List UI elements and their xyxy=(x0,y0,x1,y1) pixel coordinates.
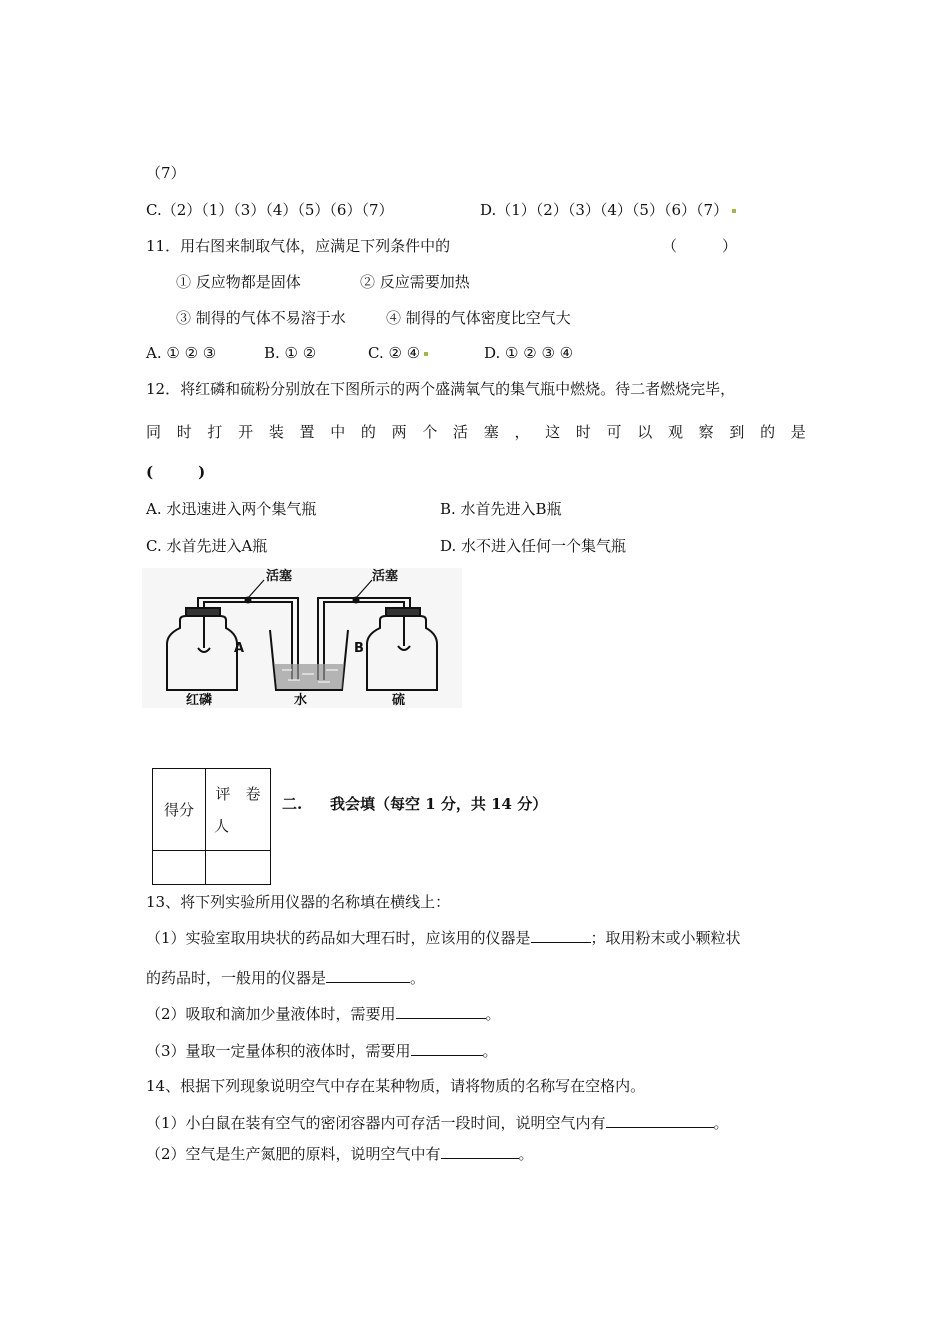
score-table xyxy=(152,768,271,885)
q12-stem-char: 中 xyxy=(330,423,346,441)
q12-stem-char: 的 xyxy=(760,423,776,441)
q12-stem-char: 打 xyxy=(207,423,223,441)
q12-option-c: C. 水首先进入A瓶 xyxy=(146,537,268,555)
q11-option-c: C. ② ④ xyxy=(368,343,428,363)
q12-stem-char: 两 xyxy=(391,423,407,441)
q12-stem-char: 到 xyxy=(729,423,745,441)
label-b: B xyxy=(354,641,364,656)
q10-option-c: C.（2）（1）（3）（4）（5）（6）（7） xyxy=(146,201,394,219)
label-sulfur: 硫 xyxy=(392,693,406,708)
q11-answer-paren: （ ） xyxy=(662,237,738,255)
q12-stem-char: 时 xyxy=(575,423,591,441)
mark-dot xyxy=(424,352,428,356)
q11-stem: 11．用右图来制取气体，应满足下列条件中的 xyxy=(146,237,451,255)
q13-stem: 13、将下列实验所用仪器的名称填在横线上： xyxy=(146,893,451,911)
q11-option-b: B. ① ② xyxy=(264,344,317,362)
q14-part1: （1）小白鼠在装有空气的密闭容器内可存活一段时间，说明空气内有 。 xyxy=(146,1114,729,1132)
q12-stem-char: 是 xyxy=(790,423,806,441)
label-stopcock-left: 活塞 xyxy=(266,569,293,584)
q11-condition-1: ① 反应物都是固体 xyxy=(176,273,301,291)
q12-stem-char: 时 xyxy=(176,423,192,441)
q12-stem-char: 察 xyxy=(698,423,714,441)
mark-dot xyxy=(732,209,736,213)
section-number: 二. xyxy=(282,795,303,813)
q12-answer-paren: ( ) xyxy=(146,463,206,481)
answer-blank[interactable] xyxy=(326,968,410,983)
answer-blank[interactable] xyxy=(441,1144,519,1159)
q13-part1-line1: （1）实验室取用块状的药品如大理石时，应该用的仪器是 ；取用粉末或小颗粒状 xyxy=(146,929,741,947)
q13-part2: （2）吸取和滴加少量液体时，需要用 。 xyxy=(146,1005,501,1023)
q12-stem-char: 个 xyxy=(422,423,438,441)
q14-part2: （2）空气是生产氮肥的原料，说明空气中有 。 xyxy=(146,1145,534,1163)
grader-header: 评 卷 人 xyxy=(206,769,271,851)
q12-stem-line2 xyxy=(146,422,806,442)
label-stopcock-right: 活塞 xyxy=(372,569,399,584)
label-a: A xyxy=(234,641,245,656)
q12-stem-char: 装 xyxy=(268,423,284,441)
q12-stem-char: 观 xyxy=(667,423,683,441)
q12-stem-char: 同 xyxy=(146,423,162,441)
bottle-a-stopper xyxy=(186,608,220,616)
q12-stem-char: 塞 xyxy=(483,423,499,441)
label-water: 水 xyxy=(294,693,308,708)
q10-option-d: D.（1）（2）（3）（4）（5）（6）（7） xyxy=(480,200,736,220)
q11-condition-3: ③ 制得的气体不易溶于水 xyxy=(176,309,346,327)
q12-stem-char: 可 xyxy=(606,423,622,441)
q12-stem-char: 这 xyxy=(545,423,561,441)
bottle-b-stopper xyxy=(386,608,420,616)
section-title: 我会填（每空 1 分，共 14 分） xyxy=(330,795,548,813)
label-red-phosphorus: 红磷 xyxy=(186,693,213,708)
answer-blank[interactable] xyxy=(531,928,591,943)
q10-continuation: （7） xyxy=(146,164,186,182)
q13-part3: （3）量取一定量体积的液体时，需要用 。 xyxy=(146,1042,498,1060)
answer-blank[interactable] xyxy=(411,1041,483,1056)
q12-stem-line1: 12．将红磷和硫粉分别放在下图所示的两个盛满氧气的集气瓶中燃烧。待二者燃烧完毕， xyxy=(146,380,736,398)
q12-stem-char: 的 xyxy=(360,423,376,441)
q12-option-b: B. 水首先进入B瓶 xyxy=(440,500,562,518)
score-header: 得分 xyxy=(153,769,206,851)
q12-option-d: D. 水不进入任何一个集气瓶 xyxy=(440,537,627,555)
apparatus-figure xyxy=(142,568,462,708)
q11-condition-4: ④ 制得的气体密度比空气大 xyxy=(386,309,571,327)
q11-condition-2: ② 反应需要加热 xyxy=(360,273,470,291)
q12-stem-char: 活 xyxy=(453,423,469,441)
q11-option-a: A. ① ② ③ xyxy=(146,344,217,362)
q12-stem-char: 置 xyxy=(299,423,315,441)
q12-stem-char: ， xyxy=(514,423,530,441)
q11-option-d: D. ① ② ③ ④ xyxy=(484,344,574,362)
q13-part1-line2: 的药品时，一般用的仪器是 。 xyxy=(146,969,426,987)
answer-blank[interactable] xyxy=(396,1004,486,1019)
q12-stem-char: 以 xyxy=(637,423,653,441)
score-cell[interactable] xyxy=(153,851,206,885)
q14-stem: 14、根据下列现象说明空气中存在某种物质，请将物质的名称写在空格内。 xyxy=(146,1077,646,1095)
q12-option-a: A. 水迅速进入两个集气瓶 xyxy=(146,500,317,518)
q12-stem-char: 开 xyxy=(238,423,254,441)
grader-cell[interactable] xyxy=(206,851,271,885)
answer-blank[interactable] xyxy=(606,1113,714,1128)
water-fill xyxy=(274,664,344,689)
